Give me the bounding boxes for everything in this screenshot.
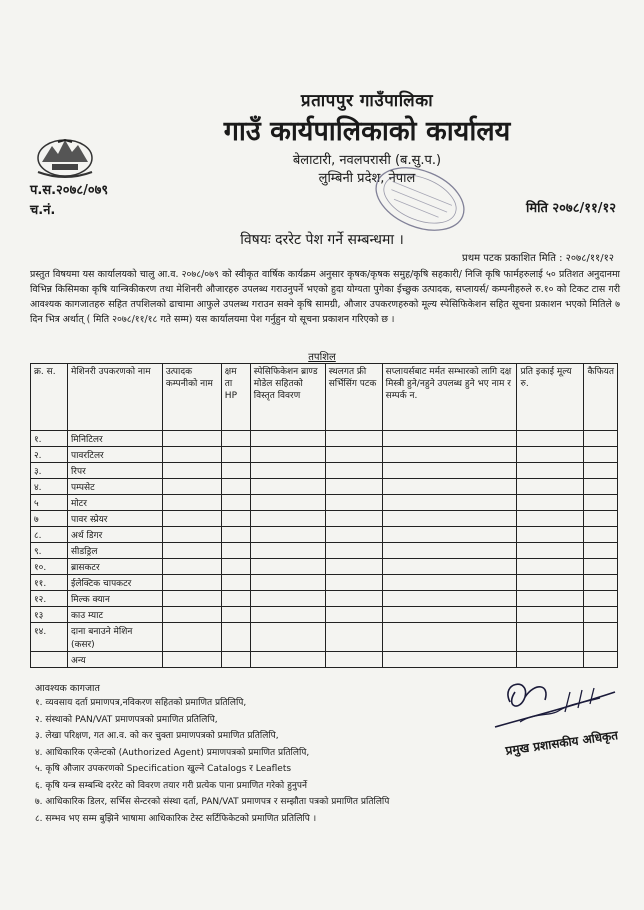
letter-date: मिति २०७८/११/१२ [525, 201, 616, 216]
empty-cell [382, 447, 517, 463]
empty-cell [517, 652, 584, 668]
table-row [31, 447, 618, 463]
empty-cell [517, 479, 584, 495]
empty-cell [221, 447, 250, 463]
empty-cell [584, 447, 618, 463]
empty-cell [584, 527, 618, 543]
empty-cell [382, 479, 517, 495]
empty-cell [517, 623, 584, 652]
document-item: ४. आधिकारिक एजेन्टको (Authorized Agent) प्रमाणपत्रको प्रमाणित प्रतिलिपि, [35, 747, 310, 758]
table-row [31, 652, 618, 668]
empty-cell [162, 575, 221, 591]
empty-cell [221, 543, 250, 559]
row-machine-name: पम्पसेट [67, 479, 162, 495]
row-sn: १. [31, 431, 68, 447]
empty-cell [162, 495, 221, 511]
documents-title: आवश्यक कागजात [35, 683, 100, 694]
row-machine-name: सीडड्रिल [67, 543, 162, 559]
row-sn [31, 652, 68, 668]
letterhead [0, 88, 644, 186]
empty-cell [382, 607, 517, 623]
row-sn: ४. [31, 479, 68, 495]
document-item: ८. सम्भव भए सम्म बुझिने भाषामा आधिकारिक टेस्ट सर्टिफिकेटको प्रमाणित प्रतिलिपि । [35, 813, 317, 824]
empty-cell [584, 463, 618, 479]
empty-cell [584, 575, 618, 591]
empty-cell [221, 527, 250, 543]
row-machine-name: ईलेक्टिक चापकटर [67, 575, 162, 591]
empty-cell [250, 623, 325, 652]
office-stamp-icon [370, 163, 470, 235]
row-sn: ८. [31, 527, 68, 543]
row-machine-name: दाना बनाउने मेशिन (कसर) [67, 623, 162, 652]
empty-cell [584, 607, 618, 623]
empty-cell [517, 447, 584, 463]
col-header-free-servicing: स्थलगत फ्री सर्भिसिंग पटक [325, 364, 382, 431]
empty-cell [517, 575, 584, 591]
document-item: ७. आधिकारिक डिलर, सर्भिस सेन्टरको संस्था दर्ता, PAN/VAT प्रमाणपत्र र सम्झौता पत्रको प्रमाणित प्रतिलिपि [35, 797, 390, 807]
row-machine-name: रिपर [67, 463, 162, 479]
empty-cell [250, 652, 325, 668]
empty-cell [517, 527, 584, 543]
empty-cell [584, 652, 618, 668]
empty-cell [584, 559, 618, 575]
table-row [31, 575, 618, 591]
empty-cell [584, 495, 618, 511]
empty-cell [517, 495, 584, 511]
documents-list [35, 695, 389, 827]
col-header-specification: स्पेसिफिकेशन ब्राण्ड मोडेल सहितको विस्तृत विवरण [250, 364, 325, 431]
empty-cell [325, 479, 382, 495]
row-machine-name: काउ म्याट [67, 607, 162, 623]
empty-cell [221, 431, 250, 447]
empty-cell [325, 447, 382, 463]
subject-line: विषयः दररेट पेश गर्ने सम्बन्धमा । [240, 232, 404, 248]
empty-cell [584, 479, 618, 495]
empty-cell [517, 431, 584, 447]
row-sn: ७ [31, 511, 68, 527]
dispatch-number: च.नं. [30, 203, 56, 218]
empty-cell [584, 543, 618, 559]
col-header-mechanic: सप्लायर्सबाट मर्मत सम्भारको लागि दक्ष मिस्त्री हुने/नहुने उपलब्ध हुने भए नाम र सम्पर्क न. [382, 364, 517, 431]
empty-cell [250, 479, 325, 495]
table-caption: तपशिल [308, 352, 336, 363]
empty-cell [221, 495, 250, 511]
empty-cell [584, 431, 618, 447]
empty-cell [162, 511, 221, 527]
empty-cell [221, 652, 250, 668]
empty-cell [325, 607, 382, 623]
document-item: २. संस्थाको PAN/VAT प्रमाणपत्रको प्रमाणित प्रतिलिपि, [35, 714, 218, 725]
empty-cell [221, 463, 250, 479]
office-province: लुम्बिनी प्रदेश, नेपाल [318, 171, 416, 186]
empty-cell [250, 463, 325, 479]
empty-cell [162, 447, 221, 463]
empty-cell [517, 463, 584, 479]
empty-cell [250, 543, 325, 559]
empty-cell [162, 543, 221, 559]
empty-cell [325, 652, 382, 668]
row-sn: ११. [31, 575, 68, 591]
col-header-manufacturer: उत्पादक कम्पनीको नाम [162, 364, 221, 431]
empty-cell [221, 575, 250, 591]
empty-cell [250, 495, 325, 511]
empty-cell [325, 575, 382, 591]
table-header-row [31, 364, 618, 431]
document-item: ३. लेखा परिक्षण, गत आ.व. को कर चुक्ता प्रमाणपत्रको प्रमाणित प्रतिलिपि, [35, 731, 279, 741]
empty-cell [325, 559, 382, 575]
col-header-remarks: कैफियत [584, 364, 618, 431]
municipality-name: प्रतापपुर गाउँपालिका [300, 91, 434, 111]
row-machine-name: अन्य [67, 652, 162, 668]
table-row [31, 527, 618, 543]
empty-cell [221, 607, 250, 623]
empty-cell [382, 591, 517, 607]
row-machine-name: पावरटिलर [67, 447, 162, 463]
table-row [31, 511, 618, 527]
empty-cell [584, 623, 618, 652]
row-machine-name: अर्थ डिगर [67, 527, 162, 543]
row-sn: १०. [31, 559, 68, 575]
empty-cell [250, 447, 325, 463]
empty-cell [382, 431, 517, 447]
empty-cell [221, 511, 250, 527]
empty-cell [250, 511, 325, 527]
empty-cell [517, 559, 584, 575]
equipment-table [30, 363, 618, 668]
document-item: १. व्यवसाय दर्ता प्रमाणपत्र,नविकरण सहितको प्रमाणित प्रतिलिपि, [35, 698, 247, 708]
empty-cell [382, 623, 517, 652]
office-name: गाउँ कार्यपालिकाको कार्यालय [223, 116, 511, 147]
row-machine-name: पावर स्प्रेयर [67, 511, 162, 527]
empty-cell [584, 591, 618, 607]
empty-cell [325, 495, 382, 511]
empty-cell [517, 607, 584, 623]
empty-cell [162, 527, 221, 543]
row-sn: १४. [31, 623, 68, 652]
empty-cell [221, 559, 250, 575]
empty-cell [584, 511, 618, 527]
empty-cell [382, 652, 517, 668]
empty-cell [517, 591, 584, 607]
table-row [31, 607, 618, 623]
empty-cell [162, 479, 221, 495]
empty-cell [382, 543, 517, 559]
publication-date: प्रथम पटक प्रकाशित मिति : २०७८/११/१२ [462, 253, 614, 264]
empty-cell [250, 527, 325, 543]
empty-cell [221, 591, 250, 607]
row-sn: १३ [31, 607, 68, 623]
empty-cell [162, 431, 221, 447]
row-machine-name: मिनिटिलर [67, 431, 162, 447]
empty-cell [325, 431, 382, 447]
empty-cell [325, 511, 382, 527]
col-header-machine-name: मेशिनरी उपकरणको नाम [67, 364, 162, 431]
table-row [31, 463, 618, 479]
empty-cell [250, 575, 325, 591]
row-sn: २. [31, 447, 68, 463]
col-header-unit-price: प्रति इकाई मूल्य रु. [517, 364, 584, 431]
empty-cell [162, 463, 221, 479]
table-row [31, 591, 618, 607]
row-sn: ३. [31, 463, 68, 479]
row-sn: ९. [31, 543, 68, 559]
empty-cell [382, 463, 517, 479]
empty-cell [517, 511, 584, 527]
empty-cell [382, 575, 517, 591]
empty-cell [250, 559, 325, 575]
empty-cell [382, 559, 517, 575]
table-row [31, 623, 618, 652]
empty-cell [250, 431, 325, 447]
empty-cell [382, 527, 517, 543]
empty-cell [162, 591, 221, 607]
empty-cell [325, 463, 382, 479]
table-row [31, 543, 618, 559]
row-sn: १२. [31, 591, 68, 607]
document-item: ५. कृषि औजार उपकरणको Specification खुल्ने Catalogs र Leaflets [35, 764, 292, 774]
empty-cell [221, 479, 250, 495]
table-row [31, 479, 618, 495]
reference-number: प.स.२०७८/०७९ [30, 183, 109, 198]
empty-cell [250, 607, 325, 623]
table-row [31, 495, 618, 511]
empty-cell [162, 607, 221, 623]
empty-cell [162, 623, 221, 652]
empty-cell [382, 511, 517, 527]
empty-cell [517, 543, 584, 559]
empty-cell [250, 591, 325, 607]
notice-body: प्रस्तुत विषयमा यस कार्यालयको चालु आ.व. २०७८/०७९ को स्वीकृत वार्षिक कार्यक्रम अनुसार कृषक/कृषक समुह/कृषि सहकारी/ निजि कृषि फार्महरुलाई ५० प्रतिशत अनुदानमा विभिन्न किसिमका कृषि यान्त्रिकीकरण तथा मेशिनरी औजारहरु उपलब्ध गराउनुपर्ने भएको हुदा योग्यता पुगेका ईच्छुक उत्पादक, सप्लायर्स/ कम्पनीहरुले रु.१० को टिकट टास गरी आवश्यक कागजातहरु सहित तपशिलको ढाचामा आफुले उपलब्ध गराउन सक्ने कृषि सामग्री, औजार उपकरणहरुको मूल्य स्पेसिफिकेशन सहित सूचना प्रकाशन भएको मितिले ७ दिन भित्र अर्थात् ( मिति २०७८/११/१८ गते सम्म) यस कार्यालयमा पेश गर्नुहुन यो सूचना प्रकाशन गरिएको छ । [30, 269, 620, 325]
row-machine-name: मिल्क क्यान [67, 591, 162, 607]
empty-cell [325, 623, 382, 652]
empty-cell [162, 559, 221, 575]
empty-cell [325, 527, 382, 543]
empty-cell [162, 652, 221, 668]
table-row [31, 559, 618, 575]
row-machine-name: ब्रासकटर [67, 559, 162, 575]
empty-cell [325, 591, 382, 607]
row-machine-name: मोटर [67, 495, 162, 511]
col-header-sn: क्र. स. [31, 364, 68, 431]
office-address: बेलाटारी, नवलपरासी (ब.सु.प.) [292, 153, 442, 168]
document-item: ६. कृषि यन्त्र सम्बन्धि दररेट को विवरण तयार गरी प्रत्येक पाना प्रमाणित गरेको हुनुपर्ने [35, 780, 307, 791]
row-sn: ५ [31, 495, 68, 511]
table-row [31, 431, 618, 447]
empty-cell [382, 495, 517, 511]
empty-cell [221, 623, 250, 652]
empty-cell [325, 543, 382, 559]
signatory-title: प्रमुख प्रशासकीय अधिकृत [504, 728, 619, 758]
col-header-capacity: क्षम ता HP [221, 364, 250, 431]
